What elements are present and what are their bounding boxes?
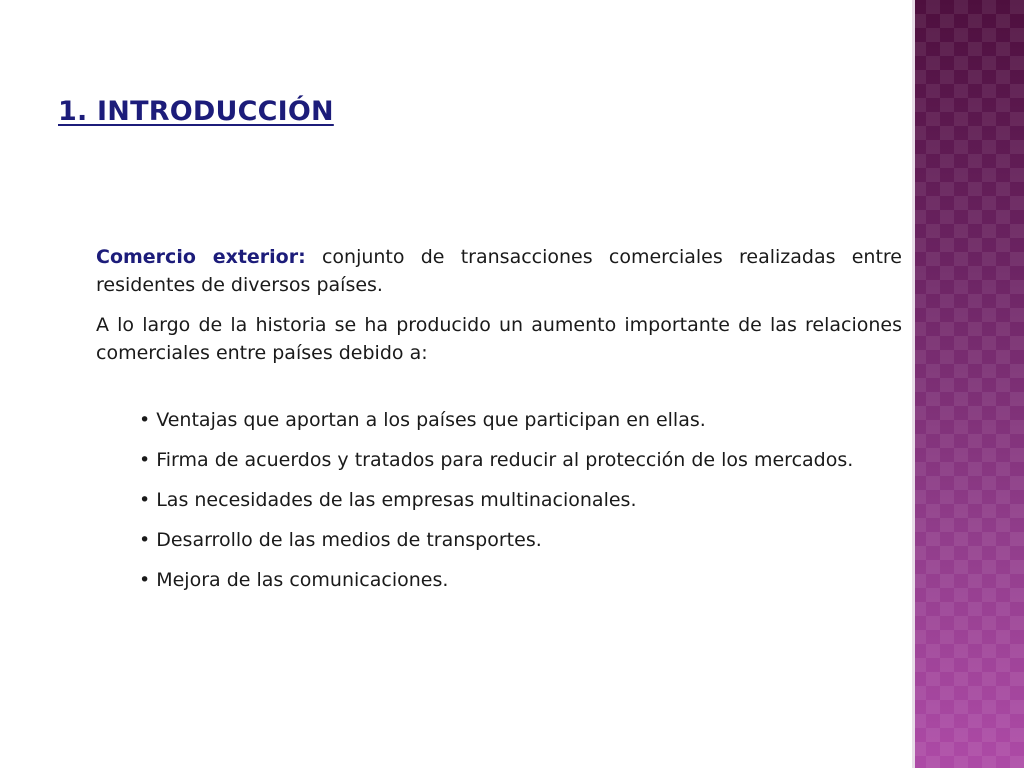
list-item-text: Ventajas que aportan a los países que participan en ellas. xyxy=(156,409,706,431)
bullet-icon: • xyxy=(139,409,151,431)
definition-paragraph xyxy=(96,243,902,299)
reasons-list xyxy=(139,406,891,606)
list-item-text: Mejora de las comunicaciones. xyxy=(156,569,449,591)
intro-paragraph: A lo largo de la historia se ha producido un aumento importante de las relaciones comerciales entre países debido a: xyxy=(96,314,902,364)
list-item xyxy=(139,406,891,434)
list-item-text: Firma de acuerdos y tratados para reducir al protección de los mercados. xyxy=(156,449,854,471)
side-band-edge xyxy=(912,0,915,768)
bullet-icon: • xyxy=(139,569,151,591)
list-item-text: Desarrollo de las medios de transportes. xyxy=(156,529,542,551)
list-item-text: Las necesidades de las empresas multinacionales. xyxy=(156,489,637,511)
slide-title: 1. INTRODUCCIÓN xyxy=(58,96,334,127)
list-item xyxy=(139,446,891,474)
bullet-icon: • xyxy=(139,489,151,511)
list-item xyxy=(139,526,891,554)
list-item xyxy=(139,566,891,594)
bullet-icon: • xyxy=(139,529,151,551)
slide-body xyxy=(96,243,902,379)
decorative-side-band xyxy=(912,0,1024,768)
definition-term: Comercio exterior: xyxy=(96,246,306,268)
bullet-icon: • xyxy=(139,449,151,471)
list-item xyxy=(139,486,891,514)
definition-text: conjunto de transacciones comerciales realizadas entre residentes de diversos países. xyxy=(96,246,903,296)
